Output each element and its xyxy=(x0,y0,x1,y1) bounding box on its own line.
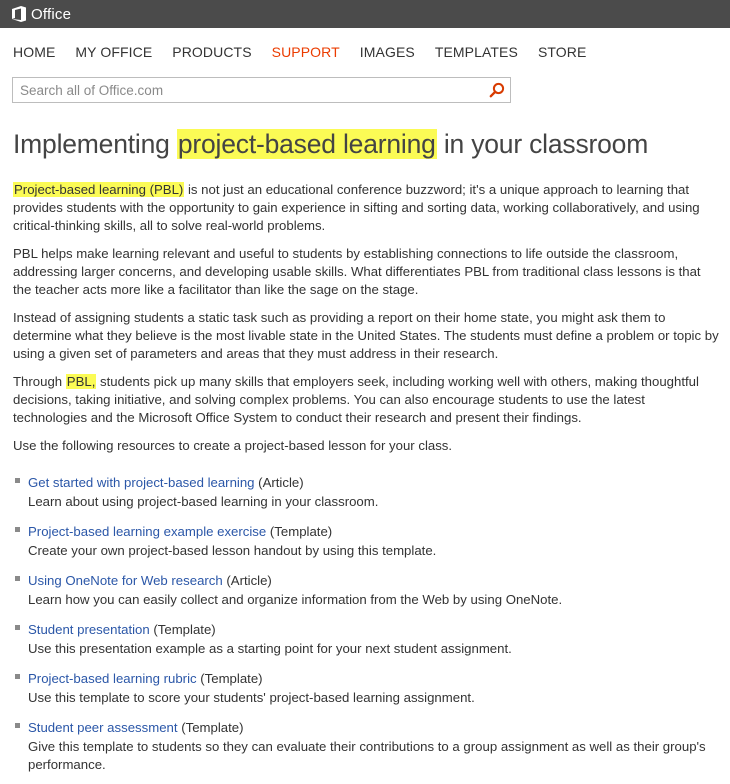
top-bar xyxy=(0,0,730,28)
nav-templates[interactable]: TEMPLATES xyxy=(434,44,518,60)
square-bullet-icon xyxy=(15,527,20,532)
nav-products[interactable]: PRODUCTS xyxy=(172,44,252,60)
title-highlight: project-based learning xyxy=(177,129,436,159)
square-bullet-icon xyxy=(15,674,20,679)
resource-type: (Article) xyxy=(222,573,272,588)
square-bullet-icon xyxy=(15,723,20,728)
search-box xyxy=(12,77,511,103)
resource-link[interactable]: Student presentation xyxy=(28,622,150,637)
paragraph-example: Instead of assigning students a static task such as providing a report on their home state, you might ask them to determine what they believe is the most livable state in the United States. The students must define a problem or topic by using a given set of parameters and areas that they must address in their research. xyxy=(13,310,719,361)
list-item xyxy=(13,717,719,774)
resource-type: (Template) xyxy=(196,671,263,686)
paragraph-resources-intro: Use the following resources to create a project-based lesson for your class. xyxy=(13,438,453,453)
office-logo-icon[interactable] xyxy=(12,6,26,22)
list-item xyxy=(13,521,719,560)
list-item xyxy=(13,570,719,609)
square-bullet-icon xyxy=(15,625,20,630)
pbl-highlight-2: PBL, xyxy=(66,374,96,389)
resource-type: (Template) xyxy=(149,622,216,637)
resource-description: Create your own project-based lesson handout by using this template. xyxy=(28,543,437,558)
skills-prefix: Through xyxy=(13,374,66,389)
skills-text: students pick up many skills that employers seek, including working well with others, making thoughtful decisions, taking initiative, and solving complex problems. You can also encourage students to use the latest technologies and the Microsoft Office System to conduct their research and present their findings. xyxy=(13,374,699,425)
square-bullet-icon xyxy=(15,478,20,483)
resource-description: Give this template to students so they can evaluate their contributions to a group assignment as well as their group's performance. xyxy=(28,739,706,772)
resource-description: Learn about using project-based learning in your classroom. xyxy=(28,494,379,509)
list-item xyxy=(13,668,719,707)
intro-paragraph xyxy=(13,181,719,235)
title-suffix: in your classroom xyxy=(436,129,649,159)
resource-type: (Template) xyxy=(266,524,333,539)
main-nav xyxy=(0,43,730,61)
nav-images[interactable]: IMAGES xyxy=(359,44,415,60)
resource-link[interactable]: Project-based learning example exercise xyxy=(28,524,267,539)
paragraph-relevance: PBL helps make learning relevant and useful to students by establishing connections to life outside the classroom, addressing larger concerns, and developing usable skills. What differentiates PBL from traditional class lessons is that the teacher acts more like a facilitator than like the sage on the stage. xyxy=(13,246,701,297)
page-title xyxy=(13,124,719,164)
pbl-highlight: Project-based learning (PBL) xyxy=(14,182,184,197)
resource-description: Use this presentation example as a starting point for your next student assignment. xyxy=(28,641,512,656)
resource-link[interactable]: Student peer assessment xyxy=(28,720,178,735)
nav-home[interactable]: HOME xyxy=(13,44,56,60)
square-bullet-icon xyxy=(15,576,20,581)
resource-link[interactable]: Using OneNote for Web research xyxy=(28,573,223,588)
search-input[interactable] xyxy=(13,79,484,101)
resource-link[interactable]: Get started with project-based learning xyxy=(28,475,255,490)
resource-type: (Template) xyxy=(177,720,244,735)
nav-my-office[interactable]: MY OFFICE xyxy=(75,44,153,60)
resource-description: Use this template to score your students' project-based learning assignment. xyxy=(28,690,475,705)
article xyxy=(13,124,719,784)
resource-description: Learn how you can easily collect and organize information from the Web by using OneNote. xyxy=(28,592,563,607)
list-item xyxy=(13,472,719,511)
list-item xyxy=(13,619,719,658)
brand-name[interactable]: Office xyxy=(31,5,72,23)
paragraph-skills xyxy=(13,373,719,427)
nav-store[interactable]: STORE xyxy=(537,44,587,60)
resource-type: (Article) xyxy=(254,475,304,490)
nav-support[interactable]: SUPPORT xyxy=(271,44,340,60)
title-prefix: Implementing xyxy=(13,129,177,159)
search-icon[interactable] xyxy=(484,78,510,102)
resource-link[interactable]: Project-based learning rubric xyxy=(28,671,197,686)
resource-list xyxy=(13,472,719,774)
intro-text: is not just an educational conference buzzword; it's a unique approach to learning that provides students with the opportunity to gain experience in sifting and sorting data, working collaboratively, and using critical-thinking skills, all to solve real-world problems. xyxy=(13,182,700,233)
